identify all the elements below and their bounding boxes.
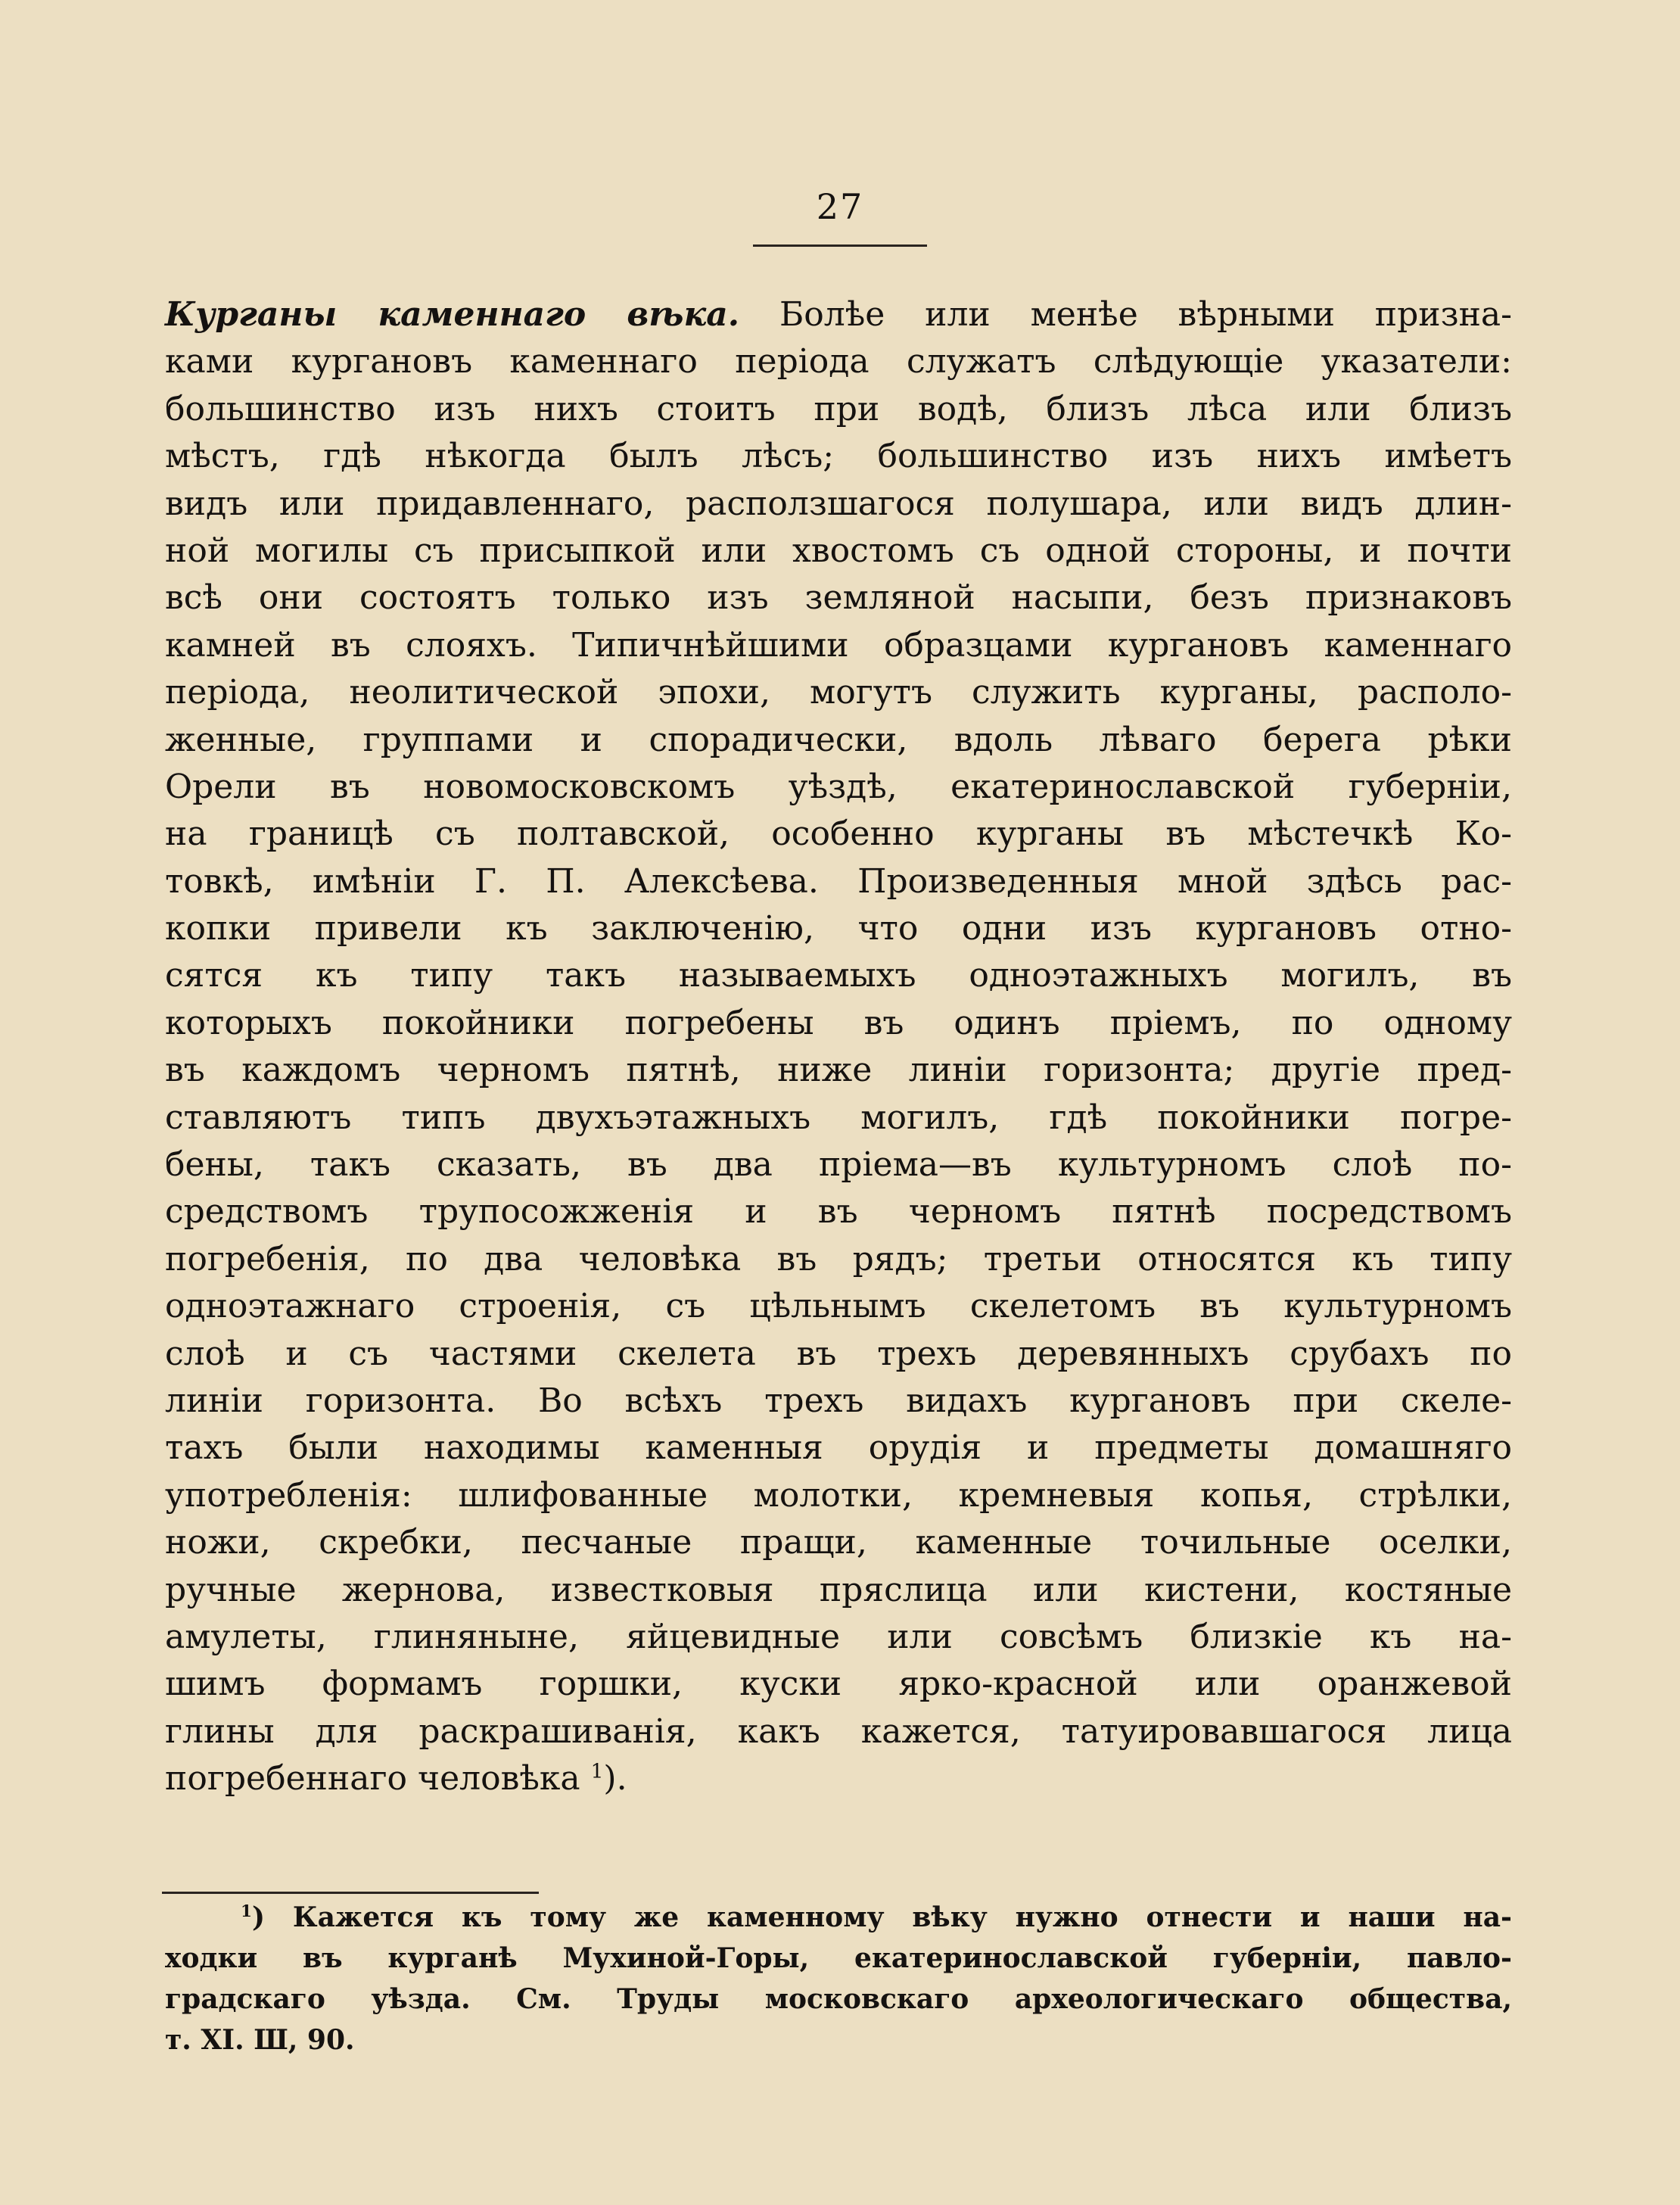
text-line: на границѣ съ полтавской, особенно курганы въ мѣстечкѣ Ко- — [165, 814, 1512, 854]
text-line: ками кургановъ каменнаго періода служатъ слѣдующіе указатели: — [165, 342, 1512, 382]
text-line-content: Болѣе или менѣе вѣрными призна- — [779, 295, 1512, 334]
text-line — [165, 1755, 1512, 1802]
text-line: тахъ были находимы каменныя орудія и предметы домашняго — [165, 1428, 1512, 1468]
section-heading: Курганы каменнаго вѣка. — [165, 295, 740, 334]
footnote-line: градскаго уѣзда. См. Труды московскаго археологическаго общества, — [165, 1983, 1512, 2015]
text-line: ставляютъ типъ двухъэтажныхъ могилъ, гдѣ покойники погре- — [165, 1098, 1512, 1137]
text-line: слоѣ и съ частями скелета въ трехъ деревянныхъ срубахъ по — [165, 1334, 1512, 1373]
footnote-line — [165, 1897, 1512, 1938]
text-line: товкѣ, имѣніи Г. П. Алексѣева. Произведенныя мной здѣсь рас- — [165, 861, 1512, 901]
text-line: шимъ формамъ горшки, куски ярко-красной или оранжевой — [165, 1665, 1512, 1704]
text-line: сятся къ типу такъ называемыхъ одноэтажныхъ могилъ, въ — [165, 956, 1512, 995]
text-line-content: погребеннаго человѣка — [165, 1759, 580, 1799]
text-line: которыхъ покойники погребены въ одинъ пріемъ, по одному — [165, 1003, 1512, 1042]
text-line: употребленія: шлифованные молотки, кремневыя копья, стрѣлки, — [165, 1475, 1512, 1515]
text-line: въ каждомъ черномъ пятнѣ, ниже линіи горизонта; другіе пред- — [165, 1051, 1512, 1090]
text-line: мѣстъ, гдѣ нѣкогда былъ лѣсъ; большинство изъ нихъ имѣетъ — [165, 437, 1512, 476]
text-line: копки привели къ заключенію, что одни изъ кургановъ отно- — [165, 909, 1512, 948]
text-line: Орели въ новомосковскомъ уѣздѣ, екатеринославской губерніи, — [165, 767, 1512, 806]
page-number: 27 — [816, 186, 864, 227]
text-line: женные, группами и спорадически, вдоль лѣваго берега рѣки — [165, 720, 1512, 759]
text-line: одноэтажнаго строенія, съ цѣльнымъ скелетомъ въ культурномъ — [165, 1287, 1512, 1326]
header-rule — [753, 244, 927, 247]
closing-punctuation: ). — [603, 1759, 627, 1799]
text-line: періода, неолитической эпохи, могутъ служить курганы, располо- — [165, 673, 1512, 712]
footnote-marker: 1 — [241, 1902, 253, 1921]
footnote-line-content: ) Кажется къ тому же каменному вѣку нужно отнести и наши на- — [252, 1901, 1512, 1933]
text-line: ножи, скребки, песчаные пращи, каменные точильные оселки, — [165, 1523, 1512, 1562]
text-line: средствомъ трупосожженія и въ черномъ пятнѣ посредствомъ — [165, 1192, 1512, 1232]
main-text — [165, 291, 1512, 1803]
footnote-rule — [162, 1892, 539, 1894]
footnote-line: т. XI. Ш, 90. — [165, 2024, 355, 2056]
text-line: линіи горизонта. Во всѣхъ трехъ видахъ кургановъ при скеле- — [165, 1381, 1512, 1420]
text-line — [165, 291, 1512, 338]
text-line: ручные жернова, известковыя пряслица или кистени, костяные — [165, 1570, 1512, 1609]
text-line: всѣ они состоятъ только изъ земляной насыпи, безъ признаковъ — [165, 578, 1512, 618]
text-line: погребенія, по два человѣка въ рядъ; третьи относятся къ типу — [165, 1239, 1512, 1278]
text-line: амулеты, глиняныне, яйцевидные или совсѣмъ близкіе къ на- — [165, 1617, 1512, 1656]
text-line: камней въ слояхъ. Типичнѣйшими образцами кургановъ каменнаго — [165, 625, 1512, 665]
footnote-reference[interactable]: 1 — [590, 1759, 604, 1783]
text-line: бены, такъ сказать, въ два пріема—въ культурномъ слоѣ по- — [165, 1145, 1512, 1185]
text-line: большинство изъ нихъ стоитъ при водѣ, близъ лѣса или близъ — [165, 389, 1512, 428]
text-line: ной могилы съ присыпкой или хвостомъ съ одной стороны, и почти — [165, 531, 1512, 570]
footnote — [165, 1897, 1512, 2060]
footnote-line: ходки въ курганѣ Мухиной-Горы, екатеринославской губерніи, павло- — [165, 1942, 1512, 1974]
text-line: глины для раскрашиванія, какъ кажется, татуировавшагося лица — [165, 1711, 1512, 1751]
text-line: видъ или придавленнаго, расползшагося полушара, или видъ длин- — [165, 484, 1512, 523]
